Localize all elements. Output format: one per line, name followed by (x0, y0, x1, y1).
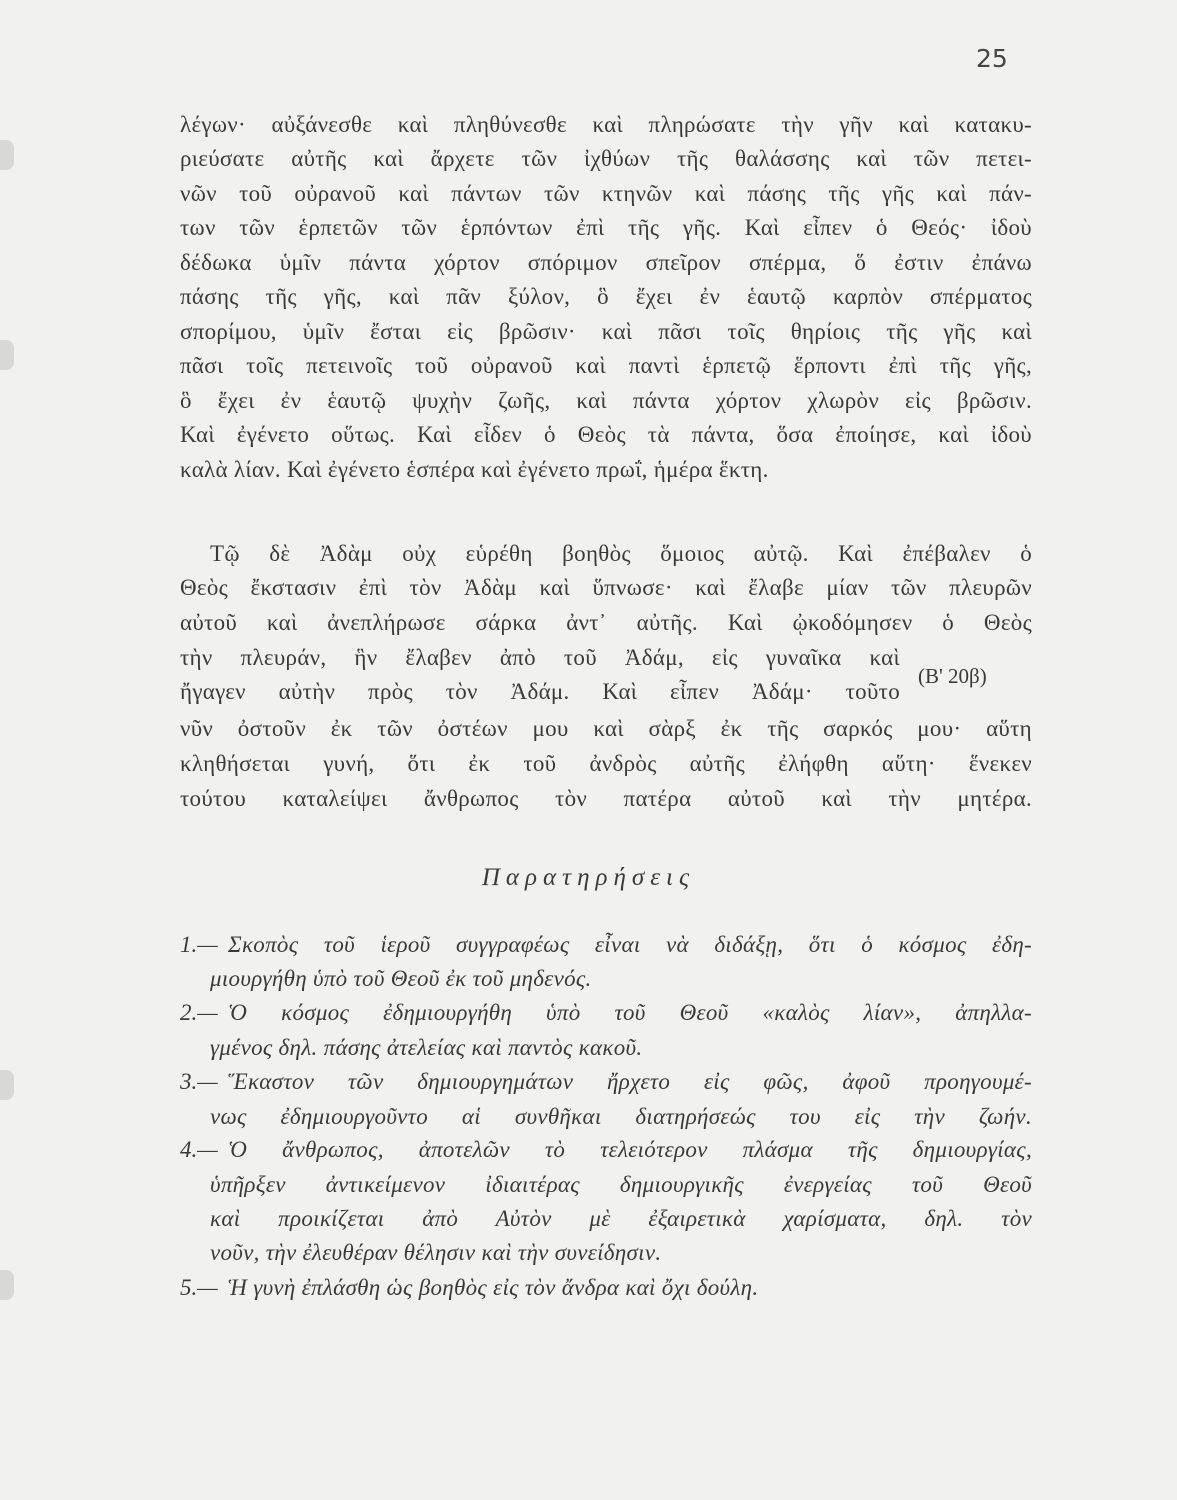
text-line: σπορίμου, ὑμῖν ἔσται εἰς βρῶσιν· καὶ πᾶσι τοῖς θηρίοις τῆς γῆς καὶ (180, 319, 1032, 344)
text-line: αὐτοῦ καὶ ἀνεπλήρωσε σάρκα ἀντ᾿ αὐτῆς. Καὶ ᾠκοδόμησεν ὁ Θεὸς (180, 610, 1032, 635)
text-line: λέγων· αὐξάνεσθε καὶ πληθύνεσθε καὶ πληρώσατε τὴν γῆν καὶ κατακυ- (180, 112, 1032, 137)
binding-hole (0, 1270, 14, 1300)
note-line: νοῦν, τὴν ἐλευθέραν θέλησιν καὶ τὴν συνείδησιν. (210, 1240, 662, 1265)
binding-hole (0, 140, 14, 170)
text-line: πᾶσι τοῖς πετεινοῖς τοῦ οὐρανοῦ καὶ παντὶ ἑρπετῷ ἕρποντι ἐπὶ τῆς γῆς, (180, 353, 1032, 378)
text-line: κληθήσεται γυνή, ὅτι ἐκ τοῦ ἀνδρὸς αὐτῆς ἐλήφθη αὕτη· ἕνεκεν (180, 751, 1032, 776)
note-line: γμένος δηλ. πάσης ἀτελείας καὶ παντὸς κακοῦ. (210, 1035, 643, 1060)
section-heading: Παρατηρήσεις (481, 864, 696, 891)
note-number: 2.— (180, 1000, 218, 1025)
note-line: Ἡ γυνὴ ἐπλάσθη ὡς βοηθὸς εἰς τὸν ἄνδρα καὶ ὄχι δούλη. (228, 1275, 759, 1300)
text-line: Τῷ δὲ Ἀδὰμ οὐχ εὑρέθη βοηθὸς ὅμοιος αὐτῷ. Καὶ ἐπέβαλεν ὁ (210, 541, 1032, 566)
text-line: δέδωκα ὑμῖν πάντα χόρτον σπόριμον σπεῖρον σπέρμα, ὅ ἐστιν ἐπάνω (180, 250, 1032, 275)
text-line: ριεύσατε αὐτῆς καὶ ἄρχετε τῶν ἰχθύων τῆς θαλάσσης καὶ τῶν πετει- (180, 146, 1032, 171)
note-line: Ἕκαστον τῶν δημιουργημάτων ἤρχετο εἰς φῶς, ἀφοῦ προηγουμέ- (228, 1069, 1032, 1094)
text-line: τούτου καταλείψει ἄνθρωπος τὸν πατέρα αὐτοῦ καὶ τὴν μητέρα. (180, 786, 1032, 811)
text-line: Καὶ ἐγένετο οὕτως. Καὶ εἶδεν ὁ Θεὸς τὰ πάντα, ὅσα ἐποίησε, καὶ ἰδοὺ (180, 422, 1032, 447)
text-line: καλὰ λίαν. Καὶ ἐγένετο ἑσπέρα καὶ ἐγένετο πρωΐ, ἡμέρα ἕκτη. (180, 457, 769, 482)
note-number: 5.— (180, 1275, 218, 1300)
text-line: τὴν πλευράν, ἣν ἔλαβεν ἀπὸ τοῦ Ἀδάμ, εἰς γυναῖκα καὶ (180, 645, 900, 670)
note-line: ὑπῆρξεν ἀντικείμενον ἰδιαιτέρας δημιουργικῆς ἐνεργείας τοῦ Θεοῦ (210, 1172, 1032, 1197)
binding-hole (0, 340, 14, 370)
note-line: Σκοπὸς τοῦ ἱεροῦ συγγραφέως εἶναι νὰ διδάξῃ, ὅτι ὁ κόσμος ἐδη- (228, 932, 1032, 957)
text-line: ὃ ἔχει ἐν ἑαυτῷ ψυχὴν ζωῆς, καὶ πάντα χόρτον χλωρὸν εἰς βρῶσιν. (180, 388, 1032, 413)
text-line: πάσης τῆς γῆς, καὶ πᾶν ξύλον, ὃ ἔχει ἐν ἑαυτῷ καρπὸν σπέρματος (180, 284, 1032, 309)
note-number: 4.— (180, 1137, 218, 1162)
note-number: 1.— (180, 932, 218, 957)
note-line: μιουργήθη ὑπὸ τοῦ Θεοῦ ἐκ τοῦ μηδενός. (210, 966, 592, 991)
note-line: Ὁ κόσμος ἐδημιουργήθη ὑπὸ τοῦ Θεοῦ «καλὸς λίαν», ἀπηλλα- (228, 1000, 1032, 1025)
text-line: ἤγαγεν αὐτὴν πρὸς τὸν Ἀδάμ. Καὶ εἶπεν Ἀδάμ· τοῦτο (180, 679, 900, 704)
text-line: νῦν ὀστοῦν ἐκ τῶν ὀστέων μου καὶ σὰρξ ἐκ τῆς σαρκός μου· αὕτη (180, 716, 1032, 741)
note-number: 3.— (180, 1069, 218, 1094)
margin-note: (Β' 20β) (918, 664, 987, 688)
text-line: νῶν τοῦ οὐρανοῦ καὶ πάντων τῶν κτηνῶν καὶ πάσης τῆς γῆς καὶ πάν- (180, 181, 1032, 206)
page-number: 25 (976, 44, 1008, 73)
note-line: καὶ προικίζεται ἀπὸ Αὐτὸν μὲ ἐξαιρετικὰ χαρίσματα, δηλ. τὸν (210, 1206, 1032, 1231)
text-line: των τῶν ἑρπετῶν τῶν ἑρπόντων ἐπὶ τῆς γῆς. Καὶ εἶπεν ὁ Θεός· ἰδοὺ (180, 215, 1032, 240)
text-line: Θεὸς ἔκστασιν ἐπὶ τὸν Ἀδὰμ καὶ ὕπνωσε· καὶ ἔλαβε μίαν τῶν πλευρῶν (180, 575, 1032, 600)
note-line: Ὁ ἄνθρωπος, ἀποτελῶν τὸ τελειότερον πλάσμα τῆς δημιουργίας, (228, 1137, 1032, 1162)
note-line: νως ἐδημιουργοῦντο αἱ συνθῆκαι διατηρήσεώς του εἰς τὴν ζωήν. (210, 1104, 1032, 1129)
binding-hole (0, 1070, 14, 1100)
